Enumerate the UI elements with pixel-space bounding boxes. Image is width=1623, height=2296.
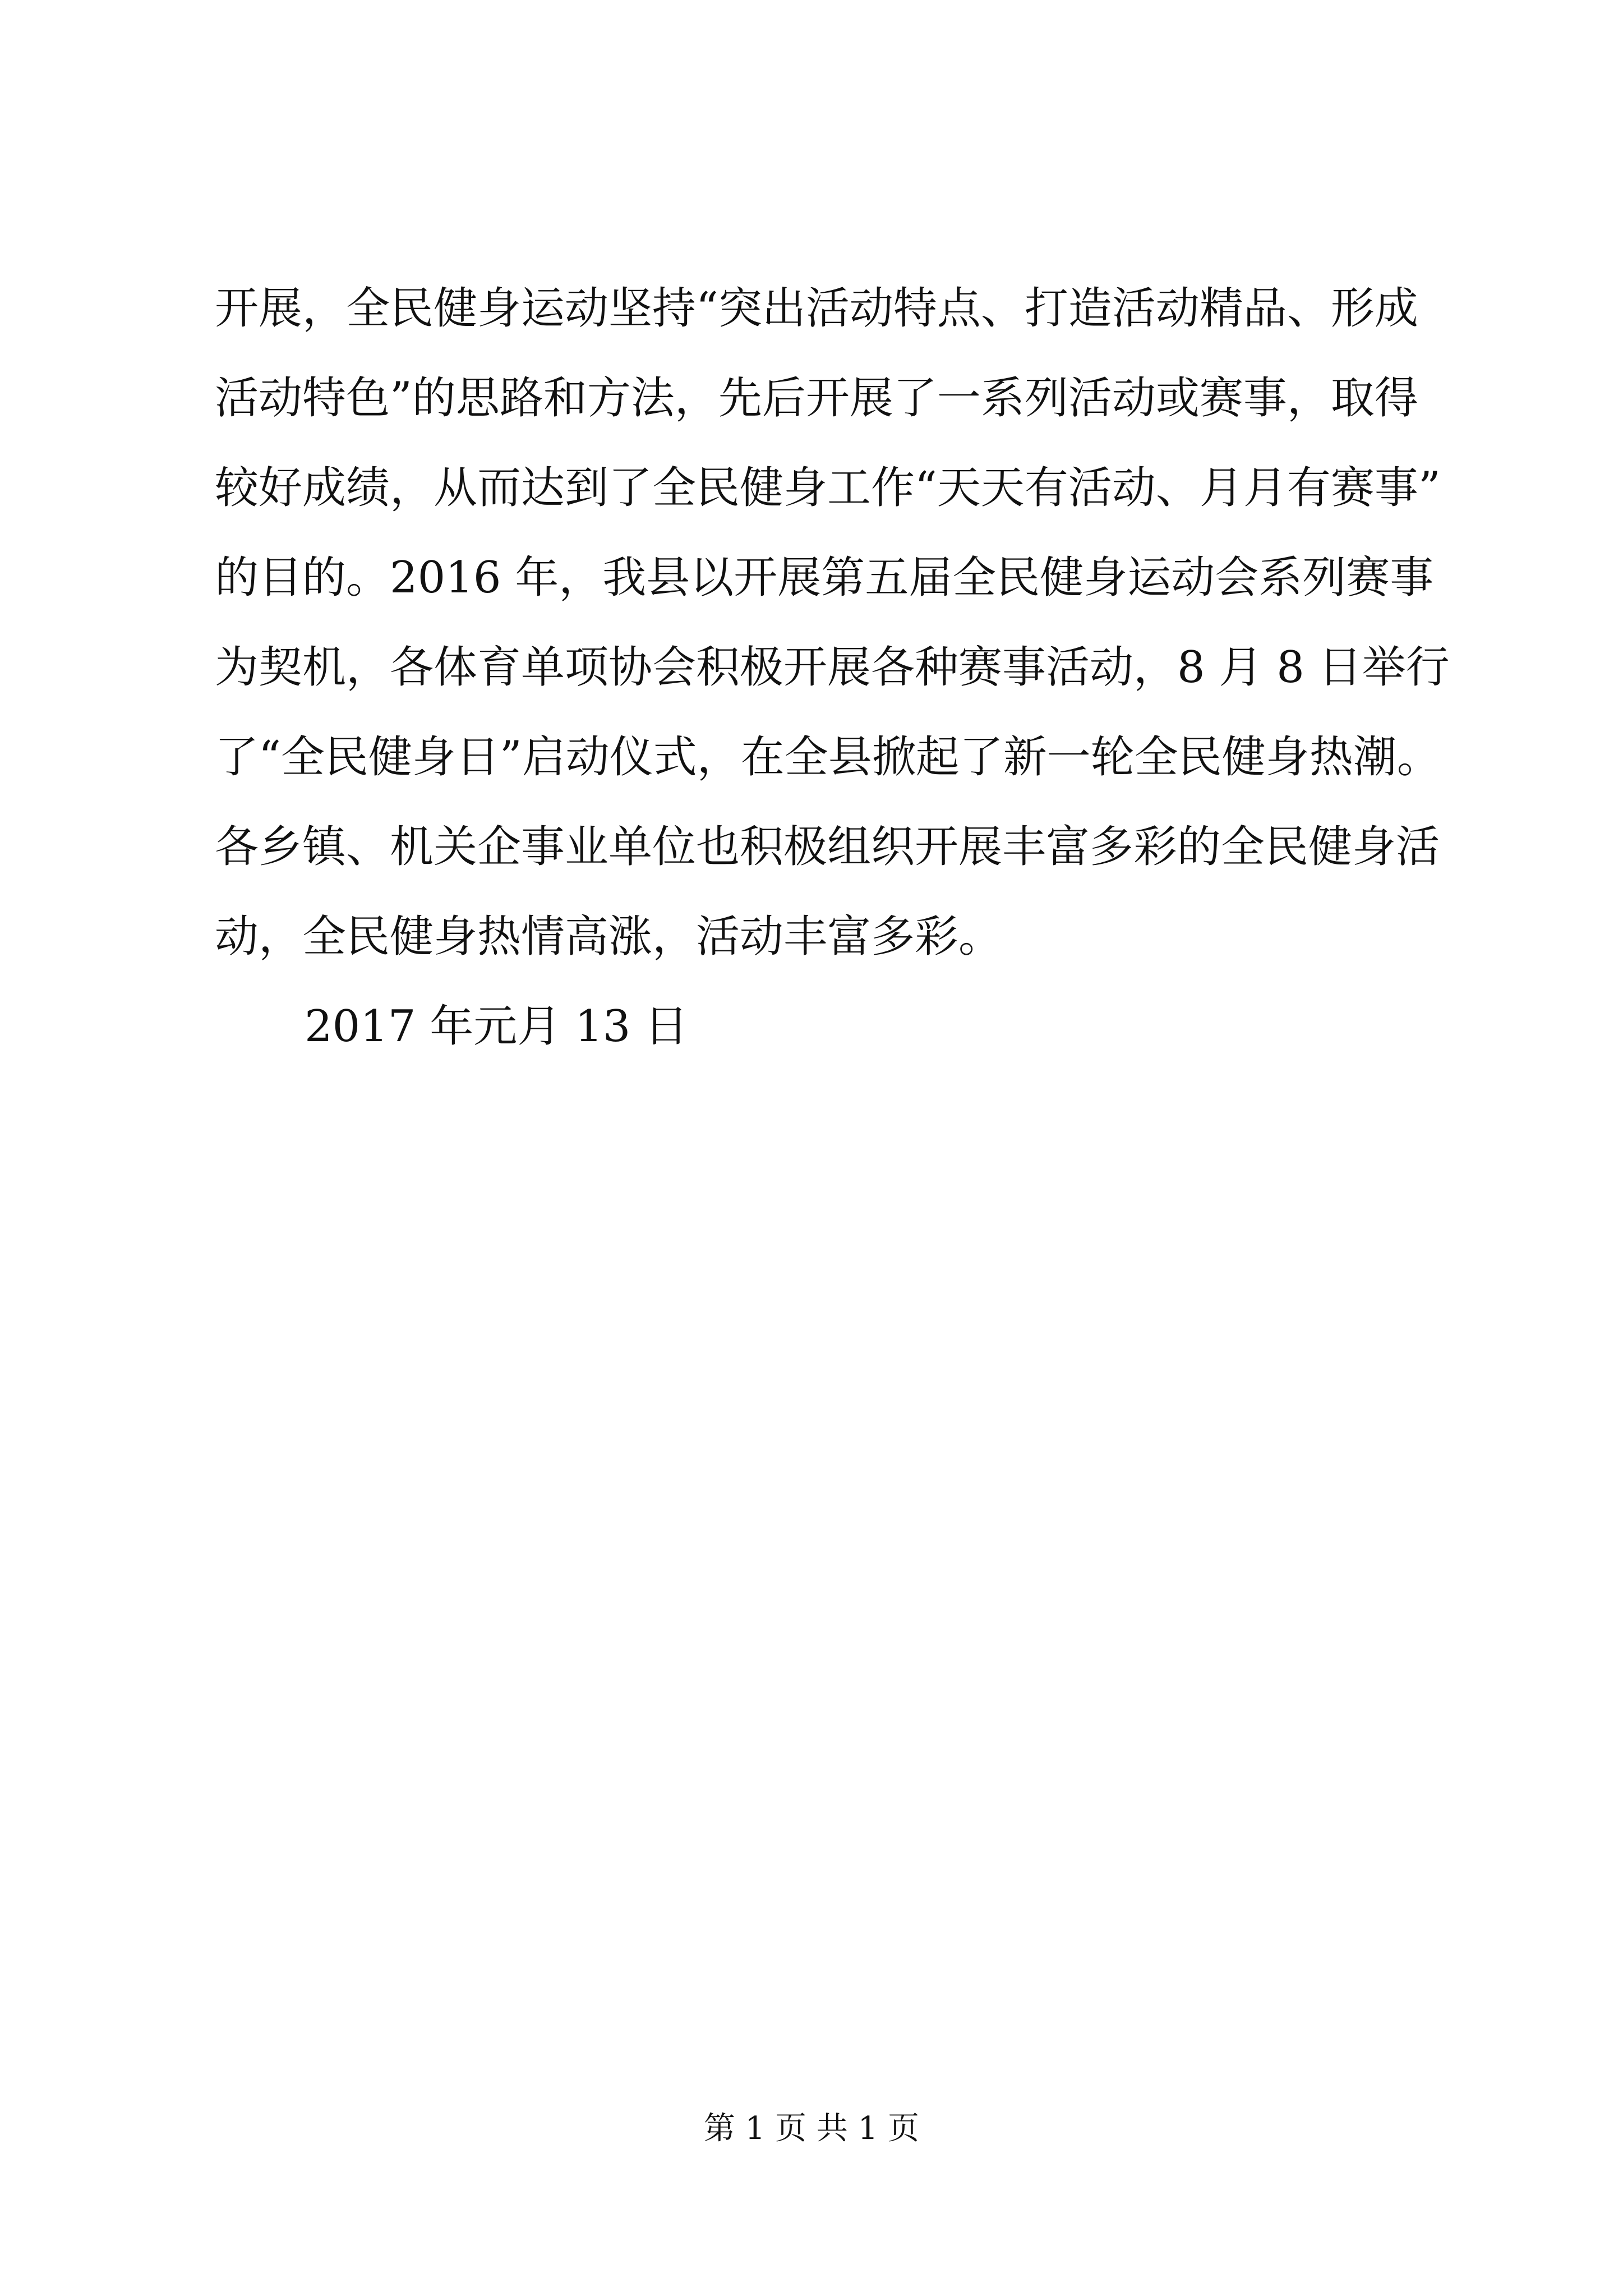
body-paragraph [215, 264, 1450, 982]
document-date: 2017 年元月 13 日 [305, 1001, 689, 1052]
paragraph-line: 较好成绩，从而达到了全民健身工作“天天有活动、月月有赛事” [215, 463, 1441, 513]
paragraph-line: 开展，全民健身运动坚持“突出活动特点、打造活动精品、形成 [215, 283, 1418, 334]
paragraph-line: 各乡镇、机关企事业单位也积极组织开展丰富多彩的全民健身活 [215, 822, 1440, 872]
paragraph-line: 动，全民健身热情高涨，活动丰富多彩。 [215, 912, 1003, 962]
paragraph-line: 为契机，各体育单项协会积极开展各种赛事活动，8 月 8 日举行 [215, 642, 1450, 693]
document-body [215, 264, 1450, 1071]
paragraph-line: 的目的。2016 年，我县以开展第五届全民健身运动会系列赛事 [215, 553, 1434, 603]
paragraph-line: 活动特色”的思路和方法，先后开展了一系列活动或赛事，取得 [215, 373, 1418, 424]
page-footer: 第 1 页 共 1 页 [703, 2110, 920, 2147]
paragraph-line: 了“全民健身日”启动仪式，在全县掀起了新一轮全民健身热潮。 [215, 732, 1441, 783]
